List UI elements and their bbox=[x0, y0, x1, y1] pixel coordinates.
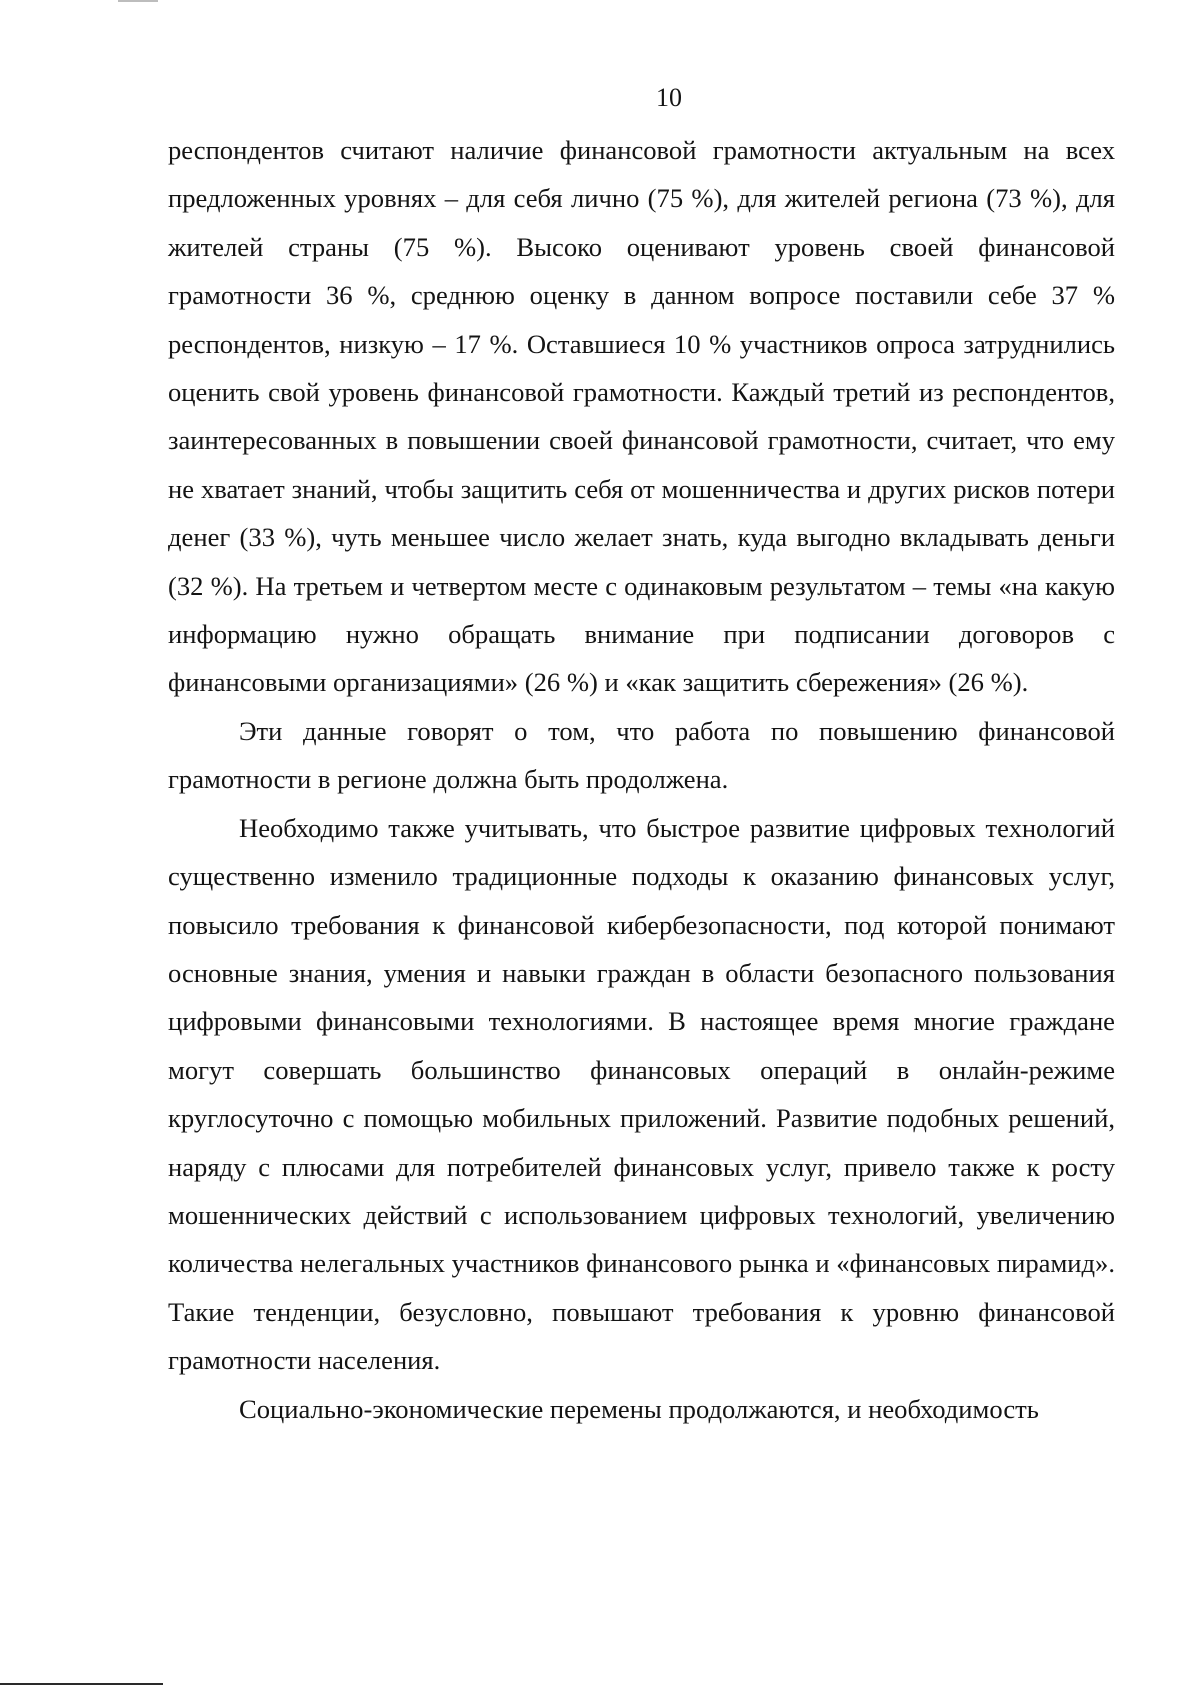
footnote-separator-line bbox=[0, 1683, 163, 1685]
paragraph-social-economic: Социально-экономические перемены продолжаются, и необходимость bbox=[239, 1393, 1039, 1424]
paragraph-survey-results: респондентов считают наличие финансовой грамотности актуальным на всех предложенных уровнях – для себя лично (75 %), для жителей региона (73 %), для жителей страны (75 %). Высоко оценивают уровень своей финансовой грамотности 36 %, среднюю оценку в данном вопросе поставили себе 37 % респондентов, низкую – 17 %. Оставшиеся 10 % участников опроса затруднились оценить свой уровень финансовой грамотности. Каждый третий из респондентов, заинтересованных в повышении своей финансовой грамотности, считает, что ему не хватает знаний, чтобы защитить себя от мошенничества и других рисков потери денег (33 %), чуть меньшее число желает знать, куда выгодно вкладывать деньги (32 %). На третьем и четвертом месте с одинаковым результатом – темы «на какую информацию нужно обращать внимание при подписании договоров с финансовыми организациями» (26 %) и «как защитить сбережения» (26 %). bbox=[168, 135, 1115, 698]
page-number: 10 bbox=[656, 83, 682, 112]
paragraph-digital-technologies: Необходимо также учитывать, что быстрое развитие цифровых технологий существенно изменило традиционные подходы к оказанию финансовых услуг, повысило требования к финансовой кибербезопасности, под которой понимают основные знания, умения и навыки граждан в области безопасного пользования цифровыми финансовыми технологиями. В настоящее время многие граждане могут совершать большинство финансовых операций в онлайн-режиме круглосуточно с помощью мобильных приложений. Развитие подобных решений, наряду с плюсами для потребителей финансовых услуг, привело также к росту мошеннических действий с использованием цифровых технологий, увеличению количества нелегальных участников финансового рынка и «финансовых пирамид». Такие тенденции, безусловно, повышают требования к уровню финансовой грамотности населения. bbox=[168, 812, 1115, 1376]
paragraph-conclusion: Эти данные говорят о том, что работа по повышению финансовой грамотности в регионе должна быть продолжена. bbox=[168, 715, 1115, 795]
scan-edge-mark bbox=[118, 0, 158, 2]
document-body bbox=[168, 126, 1115, 1433]
